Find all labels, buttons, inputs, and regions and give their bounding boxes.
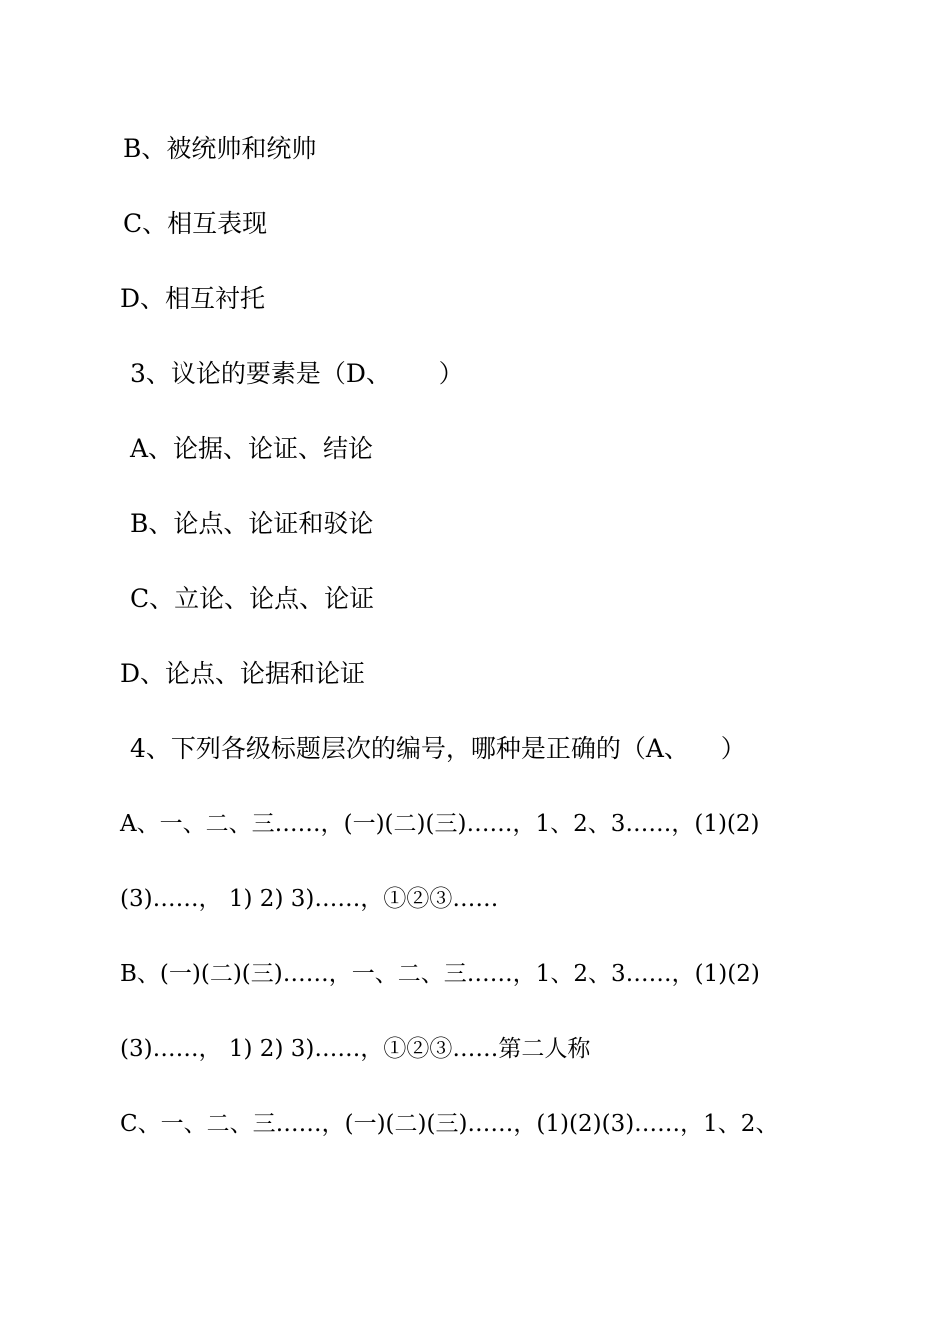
question-3-option-b: B、论点、论证和驳论 <box>130 509 374 538</box>
question-4-option-b-line-1: B、(一)(二)(三)……，一、二、三……，1、2、3……，(1)(2) <box>120 961 760 987</box>
question-3-option-a: A、论据、论证、结论 <box>130 434 374 463</box>
option-d-text: D、相互衬托 <box>120 284 266 313</box>
question-3-option-c: C、立论、论点、论证 <box>130 584 375 613</box>
question-3-text: 3、议论的要素是（D、 ） <box>130 359 464 388</box>
question-4-option-b-line-2: (3)……， 1) 2) 3)……，①②③……第二人称 <box>120 1036 591 1062</box>
question-4-option-a-line-1: A、一、二、三……，(一)(二)(三)……，1、2、3……，(1)(2) <box>120 811 760 837</box>
question-4-text: 4、下列各级标题层次的编号，哪种是正确的（A、 ） <box>130 734 746 763</box>
option-b-text: B、被统帅和统帅 <box>123 134 317 163</box>
question-3-option-d: D、论点、论据和论证 <box>120 659 366 688</box>
question-4-option-c-line-1: C、一、二、三……，(一)(二)(三)……，(1)(2)(3)……，1、2、 <box>120 1111 779 1137</box>
option-c-text: C、相互表现 <box>123 209 268 238</box>
question-4-option-a-line-2: (3)……， 1) 2) 3)……，①②③…… <box>120 886 499 912</box>
